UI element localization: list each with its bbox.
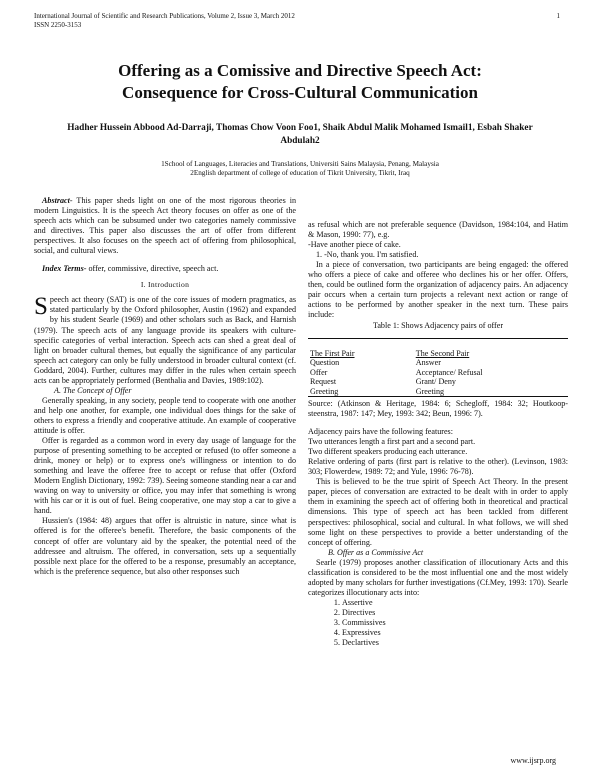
table-cell: Request — [310, 377, 337, 387]
subsection-heading-concept: A. The Concept of Offer — [54, 385, 132, 395]
adjacency-pairs-table — [308, 338, 568, 398]
concept-paragraph-2: Offer is regarded as a common word in every day usage of language for the purpose of presenting something to be accepted or refused (to offer someone a drink, money or help) or to express one's willingness or intention to do something and leave the offeree free to accept or refuse that offer (Oxford Modern English Dictionary, 1992: 739). Seeing someone standing near a car and waving on way to university or office, you may infer that something is wrong with his car or it is out of fuel. Being cooperative, one may stop a car to give a hand. — [34, 436, 296, 516]
affiliation-2: 2English department of college of education of Tikrit University, Tikrit, Iraq — [190, 169, 410, 177]
abstract — [34, 196, 296, 256]
index-terms — [34, 264, 296, 274]
list-item: 4. Expressives — [342, 628, 568, 638]
right-paragraph-4: Searle (1979) proposes another classification of illocutionary Acts and this classification is considered to be the most influential one and the most widely adopted by many scholars for further investigations (Cf.Mey, 1993: 170). Searle categorizes illocutionary acts into: — [308, 557, 568, 597]
intro-text: peech act theory (SAT) is one of the core issues of modern pragmatics, as stated particularly by the Oxford philosopher, Austin (1962) and expanded by his student Searle (1969) and other scholars such as Back, and Harnish (1979). The speech acts of any language provide its speakers with culture-specific categories of verbal interaction. Speech acts can shed a great deal of light on broader cultural themes, but equally the significance of any particular speech act category can only be fully understood in broader cultural context (cf. Goddard, 2004). Further, cultures may differ in the rules when certain speech acts can be appropriately performed (Benthalia and Davies, 1989:102). — [34, 295, 296, 385]
left-column — [34, 196, 296, 577]
intro-paragraph — [34, 295, 296, 385]
title-line-1: Offering as a Comissive and Directive Speech Act: — [118, 61, 482, 80]
affiliations — [60, 160, 540, 178]
drop-cap: S — [34, 293, 48, 321]
table-cell: Greeting — [308, 387, 414, 397]
table-row — [308, 377, 568, 387]
table-cell: Answer — [415, 358, 441, 368]
table-row — [308, 387, 568, 397]
affiliation-1: 1School of Languages, Literacies and Translations, Universiti Sains Malaysia, Penang, Malaysia — [161, 160, 439, 168]
abstract-label: Abstract- — [42, 196, 73, 205]
index-terms-text: - offer, commissive, directive, speech act. — [83, 264, 219, 274]
table-cell: Grant/ Deny — [415, 377, 456, 387]
list-item: 1. Assertive — [342, 598, 568, 608]
features-intro: Adjacency pairs have the following features: — [308, 427, 453, 437]
list-item: 2. Directives — [342, 608, 568, 618]
footer-url: www.ijsrp.org — [510, 756, 556, 765]
subsection-heading-commissive: B. Offer as a Commissive Act — [328, 547, 424, 557]
author-list: Hadher Hussein Abbood Ad-Darraji, Thomas Chow Voon Foo1, Shaik Abdul Malik Mohamed Ismail1, Esbah Shaker Abdulah2 — [67, 123, 533, 146]
example-refusal: 1. -No, thank you. I'm satisfied. — [316, 250, 419, 260]
right-paragraph-1: as refusal which are not preferable sequence (Davidson, 1984:104, and Hatim & Mason, 1990: 77), e.g. — [308, 220, 568, 240]
abstract-text: This paper sheds light on one of the most rigorous theories in modern Linguistics. It is the speech Act theory focuses on offer as one of the speech acts which can be subsumed under two categories namely commissive and directives. This paper also discusses the art of offer from different perspectives. It also focuses on the speech act of offering from philosophical, social, and cultural views. — [34, 196, 296, 256]
table-cell: Acceptance/ Refusal — [415, 367, 483, 377]
table-row — [308, 358, 568, 368]
journal-name: International Journal of Scientific and Research Publications, Volume 2, Issue 3, March 2012 — [34, 12, 295, 20]
table-caption: Table 1: Shows Adjacency pairs of offer — [372, 321, 504, 331]
list-item: 5. Declartives — [342, 638, 568, 648]
table-source: Source: (Atkinson & Heritage, 1984: 6; Schegloff, 1984: 32; Houtkoop-steenstra, 1987: 147; Mey, 1993: 342; Beun, 1996: 7). — [308, 399, 568, 419]
concept-paragraph-1: Generally speaking, in any society, people tend to cooperate with one another and help one another, for example, one individual does things for the sake of others to express a friendly and cooperative attitude. An example of cooperative attitude is offer. — [34, 395, 296, 435]
title-line-2: Consequence for Cross-Cultural Communication — [122, 83, 478, 102]
table-cell: Greeting — [414, 387, 568, 397]
table-cell: Question — [310, 358, 340, 368]
feature-1: Two utterances length a first part and a second part. — [308, 437, 476, 447]
table-header-cell: The Second Pair — [414, 338, 568, 358]
page-number: 1 — [556, 12, 560, 20]
table-cell: Offer — [310, 367, 328, 377]
right-paragraph-3: This is believed to be the true spirit of Speech Act Theory. In the present paper, pieces of conversation are extracted to be dealt with in order to apply them in examining the speech act of offering both in theoretical and practical dimensions. This type of speech act has been tackled from different perspectives: philosophical, social and cultural. In what follows, we will shed some light on these perspectives to provide a better understanding of the concept of offering. — [308, 477, 568, 547]
issn: ISSN 2250-3153 — [34, 21, 82, 29]
right-column — [308, 220, 568, 648]
concept-paragraph-3: Hussien's (1984: 48) argues that offer is altruistic in nature, since what is offered is for the offeree's benefit. Therefore, the basic components of the concept of offer are voluntary aid by the speaker, the potential need of the addressee and altruism. The offered, in conversation, sets up a sequentially possible next place for the offered to be a response, presumably an acceptance, which is the preference sequence, but also other responses such — [34, 516, 296, 576]
example-offer: -Have another piece of cake. — [308, 240, 401, 250]
running-header — [34, 12, 295, 30]
index-terms-label: Index Terms — [42, 264, 84, 274]
table-row — [308, 368, 568, 378]
table-header-row — [308, 338, 568, 358]
right-paragraph-2: In a piece of conversation, two participants are being engaged: the offered who offers a piece of cake and offeree who declines his or her offer. Offers, then, could be outlined form the organization of adjacency pairs. An adjacency pair occurs when a certain turn projects a relevant next action or range of actions to be performed by another speaker in the next turn. These pairs include: — [308, 260, 568, 320]
section-heading-introduction: I. Introduction — [140, 280, 190, 290]
illocutionary-acts-list — [308, 598, 568, 648]
feature-2: Two different speakers producing each utterance. — [308, 447, 468, 457]
table-header-cell: The First Pair — [308, 338, 414, 358]
paper-title — [40, 60, 560, 104]
feature-3: Relative ordering of parts (first part is relative to the other). (Levinson, 1983: 303; Flowerdew, 1989: 72; and Yule, 1996: 76-78). — [308, 457, 568, 477]
list-item: 3. Commissives — [342, 618, 568, 628]
